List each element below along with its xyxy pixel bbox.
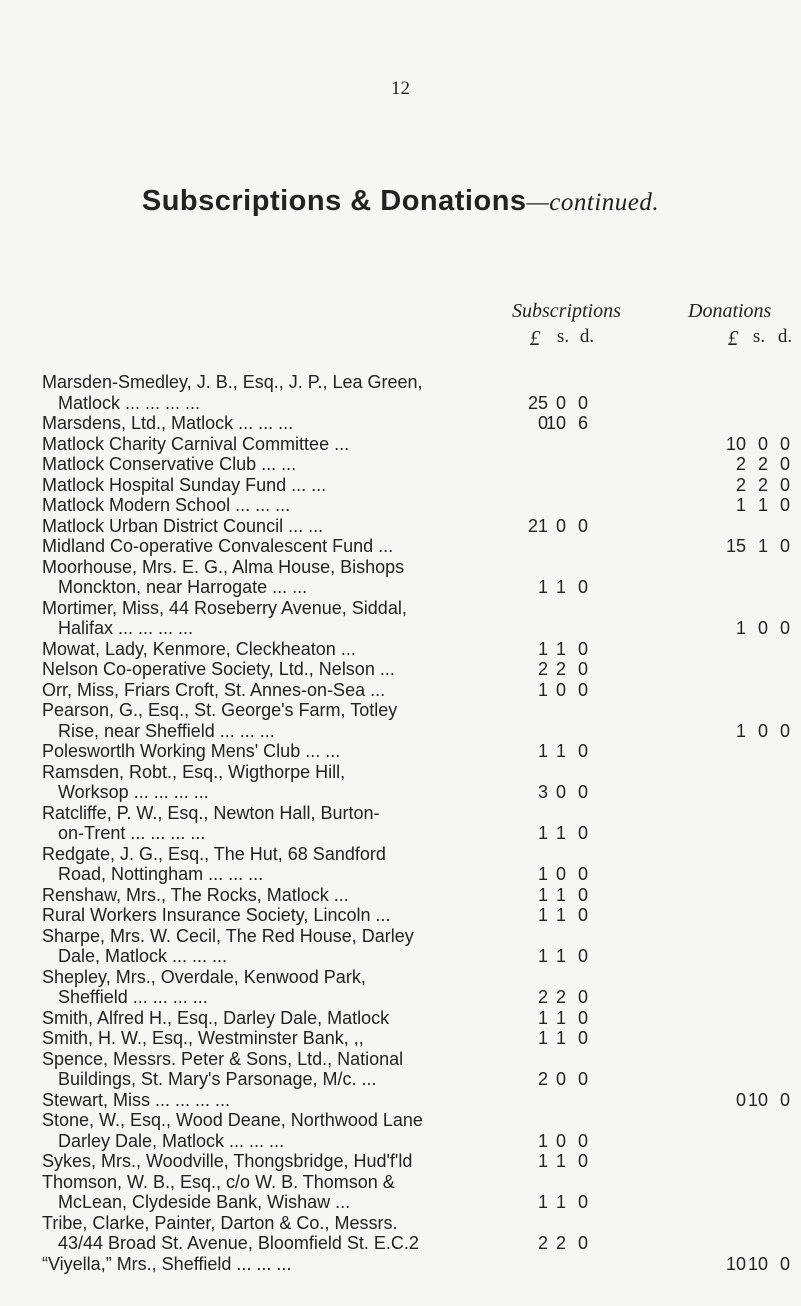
subscription-shillings: 2 bbox=[555, 1233, 566, 1253]
sub-shillings-header: s. bbox=[556, 326, 570, 347]
entry-text: Spence, Messrs. Peter & Sons, Ltd., National bbox=[42, 1048, 404, 1069]
subscription-shillings: 0 bbox=[555, 1130, 566, 1151]
donation-pounds: 1 bbox=[735, 720, 746, 741]
ledger-line bbox=[0, 1171, 801, 1193]
entry-text: Sharpe, Mrs. W. Cecil, The Red House, Darley bbox=[42, 925, 414, 946]
donation-pence: 0 bbox=[779, 454, 790, 474]
entry-text: Mowat, Lady, Kenmore, Cleckheaton ... bbox=[42, 638, 356, 659]
donation-pence: 0 bbox=[779, 433, 790, 454]
subscription-pounds: 1 bbox=[537, 884, 548, 905]
subscription-pounds: 25 bbox=[527, 392, 548, 413]
ledger-line bbox=[0, 802, 801, 824]
ledger-line bbox=[0, 720, 801, 742]
donation-shillings: 0 bbox=[757, 618, 768, 638]
subscription-shillings: 0 bbox=[555, 679, 566, 700]
ledger-line bbox=[0, 494, 801, 516]
subscription-pence: 0 bbox=[577, 823, 588, 843]
ledger-line bbox=[0, 1109, 801, 1131]
donation-shillings: 10 bbox=[747, 1253, 768, 1274]
ledger-line bbox=[0, 1089, 801, 1111]
entry-text: Thomson, W. B., Esq., c/o W. B. Thomson & bbox=[42, 1171, 395, 1192]
entry-text: Dale, Matlock ... ... ... bbox=[58, 946, 228, 966]
ledger-line bbox=[0, 679, 801, 701]
ledger-line bbox=[0, 453, 801, 475]
entry-text: Monckton, near Harrogate ... ... bbox=[58, 577, 308, 597]
subscription-shillings: 1 bbox=[555, 905, 566, 925]
subscription-pence: 0 bbox=[577, 1069, 588, 1089]
entry-text: “Viyella,” Mrs., Sheffield ... ... ... bbox=[42, 1253, 292, 1274]
subscription-pence: 0 bbox=[577, 1130, 588, 1151]
subscription-pounds: 1 bbox=[537, 741, 548, 761]
ledger-line bbox=[0, 1027, 801, 1049]
subscription-shillings: 1 bbox=[555, 741, 566, 761]
entry-text: Mortimer, Miss, 44 Roseberry Avenue, Siddal, bbox=[42, 597, 407, 618]
ledger-line bbox=[0, 822, 801, 844]
ledger-line bbox=[0, 474, 801, 496]
donation-pence: 0 bbox=[779, 495, 790, 515]
subscription-pence: 0 bbox=[577, 905, 588, 925]
ledger-line bbox=[0, 371, 801, 393]
ledger-line bbox=[0, 761, 801, 783]
entry-text: Matlock Charity Carnival Committee ... bbox=[42, 433, 350, 454]
subscription-pence: 0 bbox=[577, 946, 588, 966]
entry-text: Matlock ... ... ... ... bbox=[58, 392, 201, 413]
entry-text: 43/44 Broad St. Avenue, Bloomfield St. E.C.2 bbox=[58, 1233, 419, 1253]
subscription-shillings: 0 bbox=[555, 864, 566, 884]
ledger-line bbox=[0, 966, 801, 988]
ledger-line bbox=[0, 617, 801, 639]
subscription-pounds: 2 bbox=[537, 987, 548, 1007]
don-pounds-header: £ bbox=[727, 326, 739, 350]
ledger-line bbox=[0, 884, 801, 906]
ledger-line bbox=[0, 576, 801, 598]
donation-pounds: 1 bbox=[735, 495, 746, 515]
ledger-line bbox=[0, 945, 801, 967]
donation-pence: 0 bbox=[779, 720, 790, 741]
ledger-line bbox=[0, 699, 801, 721]
subscription-pence: 0 bbox=[577, 987, 588, 1007]
ledger-line bbox=[0, 433, 801, 455]
subscription-pence: 0 bbox=[577, 577, 588, 597]
entry-text: Buildings, St. Mary's Parsonage, M/c. ... bbox=[58, 1069, 377, 1089]
subscription-pence: 6 bbox=[577, 413, 588, 433]
entry-text: Sykes, Mrs., Woodville, Thongsbridge, Hud'f'ld bbox=[42, 1151, 413, 1171]
subscriptions-heading: Subscriptions bbox=[512, 300, 621, 322]
subscription-shillings: 0 bbox=[555, 782, 566, 802]
entry-text: Smith, H. W., Esq., Westminster Bank, ,, bbox=[42, 1028, 364, 1048]
subscription-shillings: 1 bbox=[555, 577, 566, 597]
entry-text: Marsden-Smedley, J. B., Esq., J. P., Lea Green, bbox=[42, 372, 423, 392]
entry-text: Pearson, G., Esq., St. George's Farm, Totley bbox=[42, 700, 398, 720]
entry-text: Darley Dale, Matlock ... ... ... bbox=[58, 1130, 285, 1151]
donation-pounds: 10 bbox=[725, 433, 746, 454]
sub-pence-header: d. bbox=[579, 326, 595, 347]
donation-pounds: 10 bbox=[725, 1253, 746, 1274]
ledger-line bbox=[0, 515, 801, 537]
subscription-pounds: 1 bbox=[537, 1007, 548, 1028]
donation-shillings: 0 bbox=[757, 720, 768, 741]
subscription-pence: 0 bbox=[577, 741, 588, 761]
ledger-line bbox=[0, 535, 801, 557]
donation-pounds: 1 bbox=[735, 618, 746, 638]
ledger-line bbox=[0, 925, 801, 947]
subscription-pounds: 1 bbox=[537, 1192, 548, 1212]
entry-text: Rural Workers Insurance Society, Lincoln ... bbox=[42, 905, 391, 925]
entry-text: Renshaw, Mrs., The Rocks, Matlock ... bbox=[42, 884, 349, 905]
donation-pounds: 0 bbox=[735, 1089, 746, 1110]
ledger-line bbox=[0, 1007, 801, 1029]
subscription-shillings: 1 bbox=[555, 638, 566, 659]
ledger-line bbox=[0, 740, 801, 762]
subscription-pence: 0 bbox=[577, 515, 588, 536]
entry-text: Ratcliffe, P. W., Esq., Newton Hall, Burton- bbox=[42, 802, 380, 823]
subscription-pounds: 1 bbox=[537, 905, 548, 925]
subscription-pence: 0 bbox=[577, 884, 588, 905]
entry-text: Orr, Miss, Friars Croft, St. Annes-on-Sea ... bbox=[42, 679, 386, 700]
donation-pounds: 2 bbox=[735, 474, 746, 495]
subscription-pence: 0 bbox=[577, 1233, 588, 1253]
entry-text: McLean, Clydeside Bank, Wishaw ... bbox=[58, 1192, 351, 1212]
subscription-pounds: 1 bbox=[537, 946, 548, 966]
ledger-line bbox=[0, 392, 801, 414]
donation-pounds: 15 bbox=[725, 536, 746, 556]
donation-shillings: 2 bbox=[757, 454, 768, 474]
subscription-pounds: 2 bbox=[537, 659, 548, 679]
subscription-pence: 0 bbox=[577, 1028, 588, 1048]
donation-pence: 0 bbox=[779, 474, 790, 495]
subscription-pence: 0 bbox=[577, 1192, 588, 1212]
ledger-line bbox=[0, 412, 801, 434]
entry-text: Halifax ... ... ... ... bbox=[58, 618, 194, 638]
subscription-shillings: 0 bbox=[555, 515, 566, 536]
subscription-pounds: 1 bbox=[537, 638, 548, 659]
subscription-pence: 0 bbox=[577, 782, 588, 802]
subscription-pence: 0 bbox=[577, 1151, 588, 1171]
ledger-line bbox=[0, 1232, 801, 1254]
donation-pence: 0 bbox=[779, 1089, 790, 1110]
entry-text: on-Trent ... ... ... ... bbox=[58, 823, 206, 843]
subscription-shillings: 10 bbox=[545, 413, 566, 433]
entry-text: Sheffield ... ... ... ... bbox=[58, 987, 208, 1007]
subscription-shillings: 1 bbox=[555, 1192, 566, 1212]
entry-text: Matlock Modern School ... ... ... bbox=[42, 495, 291, 515]
entry-text: Midland Co-operative Convalescent Fund ... bbox=[42, 536, 394, 556]
page-title bbox=[0, 185, 801, 218]
ledger-line bbox=[0, 597, 801, 619]
subscription-pounds: 1 bbox=[537, 1028, 548, 1048]
subscription-pence: 0 bbox=[577, 1007, 588, 1028]
entry-text: Road, Nottingham ... ... ... bbox=[58, 864, 264, 884]
ledger-line bbox=[0, 1191, 801, 1213]
entry-text: Ramsden, Robt., Esq., Wigthorpe Hill, bbox=[42, 761, 346, 782]
ledger-line bbox=[0, 556, 801, 578]
subscription-pounds: 1 bbox=[537, 823, 548, 843]
entry-text: Tribe, Clarke, Painter, Darton & Co., Messrs. bbox=[42, 1212, 398, 1233]
subscription-pence: 0 bbox=[577, 659, 588, 679]
subscription-pounds: 21 bbox=[527, 515, 548, 536]
subscription-pounds: 2 bbox=[537, 1069, 548, 1089]
donation-pence: 0 bbox=[779, 1253, 790, 1274]
entry-text: Moorhouse, Mrs. E. G., Alma House, Bishops bbox=[42, 556, 405, 577]
ledger-line bbox=[0, 1068, 801, 1090]
sub-pounds-header: £ bbox=[529, 326, 541, 350]
subscription-shillings: 1 bbox=[555, 946, 566, 966]
subscription-shillings: 2 bbox=[555, 987, 566, 1007]
entry-text: Shepley, Mrs., Overdale, Kenwood Park, bbox=[42, 966, 366, 987]
title-continued: —continued. bbox=[526, 189, 660, 216]
donation-shillings: 2 bbox=[757, 474, 768, 495]
subscription-pounds: 3 bbox=[537, 782, 548, 802]
subscription-shillings: 2 bbox=[555, 659, 566, 679]
ledger-line bbox=[0, 1253, 801, 1275]
subscription-shillings: 1 bbox=[555, 1151, 566, 1171]
ledger-line bbox=[0, 1150, 801, 1172]
donation-pence: 0 bbox=[779, 536, 790, 556]
subscription-pounds: 0 bbox=[537, 413, 548, 433]
entry-text: Matlock Hospital Sunday Fund ... ... bbox=[42, 474, 327, 495]
subscription-pounds: 2 bbox=[537, 1233, 548, 1253]
subscription-pence: 0 bbox=[577, 638, 588, 659]
entry-text: Stone, W., Esq., Wood Deane, Northwood Lane bbox=[42, 1110, 423, 1130]
ledger-line bbox=[0, 843, 801, 865]
donation-shillings: 0 bbox=[757, 433, 768, 454]
don-shillings-header: s. bbox=[752, 326, 766, 347]
donation-shillings: 10 bbox=[747, 1089, 768, 1110]
subscription-shillings: 0 bbox=[555, 392, 566, 413]
ledger-line bbox=[0, 1130, 801, 1152]
ledger-line bbox=[0, 638, 801, 660]
subscription-shillings: 0 bbox=[555, 1069, 566, 1089]
entry-text: Nelson Co-operative Society, Ltd., Nelson ... bbox=[42, 659, 395, 679]
subscription-pounds: 1 bbox=[537, 864, 548, 884]
title-main: Subscriptions & Donations bbox=[141, 185, 527, 217]
entry-text: Matlock Conservative Club ... ... bbox=[42, 454, 297, 474]
subscription-shillings: 1 bbox=[555, 823, 566, 843]
entry-text: Smith, Alfred H., Esq., Darley Dale, Matlock bbox=[42, 1007, 390, 1028]
ledger-line bbox=[0, 1048, 801, 1070]
ledger-line bbox=[0, 781, 801, 803]
donation-shillings: 1 bbox=[757, 495, 768, 515]
page-number: 12 bbox=[391, 78, 410, 99]
entry-text: Matlock Urban District Council ... ... bbox=[42, 515, 324, 536]
donations-heading: Donations bbox=[688, 300, 772, 322]
subscription-shillings: 1 bbox=[555, 1028, 566, 1048]
subscription-shillings: 1 bbox=[555, 884, 566, 905]
donation-shillings: 1 bbox=[757, 536, 768, 556]
don-pence-header: d. bbox=[777, 326, 793, 347]
subscription-pounds: 1 bbox=[537, 1130, 548, 1151]
ledger-line bbox=[0, 904, 801, 926]
ledger-line bbox=[0, 986, 801, 1008]
ledger-line bbox=[0, 863, 801, 885]
subscription-pence: 0 bbox=[577, 679, 588, 700]
entry-text: Rise, near Sheffield ... ... ... bbox=[58, 720, 275, 741]
subscription-shillings: 1 bbox=[555, 1007, 566, 1028]
entry-text: Stewart, Miss ... ... ... ... bbox=[42, 1089, 231, 1110]
subscription-pounds: 1 bbox=[537, 679, 548, 700]
subscription-pounds: 1 bbox=[537, 1151, 548, 1171]
entry-text: Marsdens, Ltd., Matlock ... ... ... bbox=[42, 413, 294, 433]
ledger-line bbox=[0, 1212, 801, 1234]
entry-text: Redgate, J. G., Esq., The Hut, 68 Sandford bbox=[42, 843, 386, 864]
subscription-pence: 0 bbox=[577, 864, 588, 884]
donation-pence: 0 bbox=[779, 618, 790, 638]
ledger-line bbox=[0, 658, 801, 680]
entry-text: Worksop ... ... ... ... bbox=[58, 782, 209, 802]
subscription-pounds: 1 bbox=[537, 577, 548, 597]
entry-text: Poleswortlh Working Mens' Club ... ... bbox=[42, 741, 341, 761]
donation-pounds: 2 bbox=[735, 454, 746, 474]
subscription-pence: 0 bbox=[577, 392, 588, 413]
